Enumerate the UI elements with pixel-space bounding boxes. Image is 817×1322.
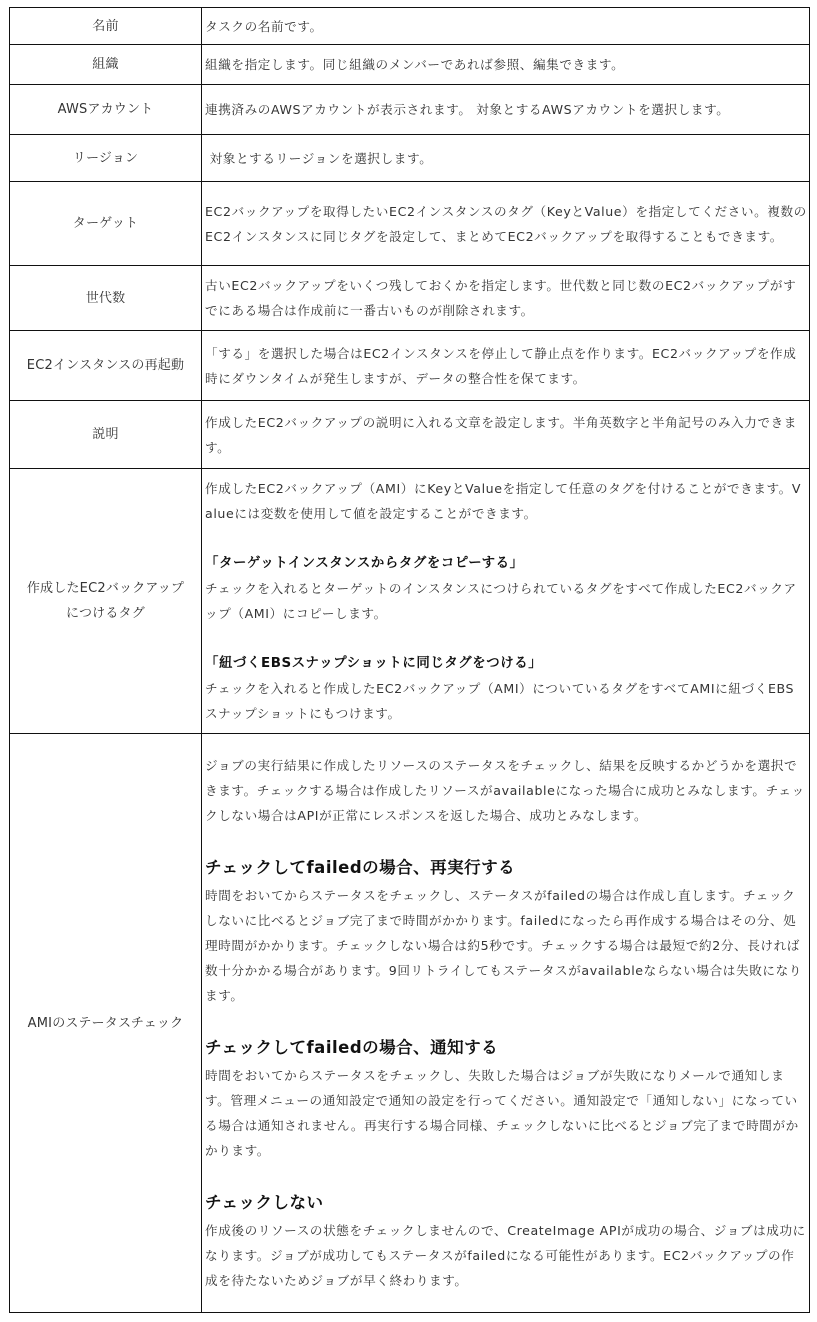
option-title-no-check: チェックしない xyxy=(205,1193,324,1212)
table-row xyxy=(10,469,810,734)
option-text-tag-ebs-snapshots: チェックを入れると作成したEC2バックアップ（AMI）についているタグをすべてAMIに紐づくEBSスナップショットにもつけます。 xyxy=(205,681,795,721)
table-row xyxy=(10,266,810,331)
option-title-copy-instance-tags: 「ターゲットインスタンスからタグをコピーする」 xyxy=(205,556,524,571)
row-label-generations: 世代数 xyxy=(10,266,202,331)
row-label-aws-account: AWSアカウント xyxy=(10,85,202,135)
option-text-notify-on-failed: 時間をおいてからステータスをチェックし、失敗した場合はジョブが失敗になりメールで通知します。管理メニューの通知設定で通知の設定を行ってください。通知設定で「通知しない」になっている場合は通知されません。再実行する場合同様、チェックしないに比べるとジョブ完了まで時間がかかります。 xyxy=(205,1068,799,1158)
row-label-target: ターゲット xyxy=(10,182,202,266)
row-label-name: 名前 xyxy=(10,8,202,45)
row-desc-generations: 古いEC2バックアップをいくつ残しておくかを指定します。世代数と同じ数のEC2バックアップがすでにある場合は作成前に一番古いものが削除されます。 xyxy=(202,266,810,331)
option-title-notify-on-failed: チェックしてfailedの場合、通知する xyxy=(205,1038,499,1057)
row-label-ami-status-check: AMIのステータスチェック xyxy=(10,734,202,1313)
table-row xyxy=(10,331,810,401)
table-row xyxy=(10,45,810,85)
table-row xyxy=(10,734,810,1313)
label-line-2: につけるタグ xyxy=(66,606,145,621)
option-title-tag-ebs-snapshots: 「紐づくEBSスナップショットに同じタグをつける」 xyxy=(205,656,543,671)
row-label-description: 説明 xyxy=(10,401,202,469)
option-text-copy-instance-tags: チェックを入れるとターゲットのインスタンスにつけられているタグをすべて作成したEC2バックアップ（AMI）にコピーします。 xyxy=(205,581,797,621)
row-desc-ami-status-check xyxy=(202,734,810,1313)
table-row xyxy=(10,135,810,182)
settings-spec-table xyxy=(9,7,810,1313)
row-desc-backup-tags xyxy=(202,469,810,734)
label-line-1: 作成したEC2バックアップ xyxy=(26,581,185,596)
status-check-intro: ジョブの実行結果に作成したリソースのステータスをチェックし、結果を反映するかどうかを選択できます。チェックする場合は作成したリソースがavailableになった場合に成功とみなします。チェックしない場合はAPIが正常にレスポンスを返した場合、成功とみなします。 xyxy=(205,758,805,823)
table-row xyxy=(10,401,810,469)
table-row xyxy=(10,8,810,45)
row-desc-name: タスクの名前です。 xyxy=(202,8,810,45)
option-text-no-check: 作成後のリソースの状態をチェックしませんので、CreateImage APIが成功の場合、ジョブは成功になります。ジョブが成功してもステータスがfailedになる可能性があります。EC2バックアップの作成を待たないためジョブが早く終わります。 xyxy=(205,1223,806,1288)
table-row xyxy=(10,85,810,135)
row-desc-instance-reboot: 「する」を選択した場合はEC2インスタンスを停止して静止点を作ります。EC2バックアップを作成時にダウンタイムが発生しますが、データの整合性を保てます。 xyxy=(202,331,810,401)
backup-tags-intro: 作成したEC2バックアップ（AMI）にKeyとValueを指定して任意のタグを付けることができます。Valueには変数を使用して値を設定することができます。 xyxy=(205,481,802,521)
option-text-retry-on-failed: 時間をおいてからステータスをチェックし、ステータスがfailedの場合は作成し直します。チェックしないに比べるとジョブ完了まで時間がかかります。failedになったら再作成する場合はその分、処理時間がかかります。チェックしない場合は約5秒です。チェックする場合は最短で約2分、長ければ数十分かかる場合があります。9回リトライしてもステータスがavailableならない場合は失敗になります。 xyxy=(205,888,802,1003)
row-desc-description: 作成したEC2バックアップの説明に入れる文章を設定します。半角英数字と半角記号のみ入力できます。 xyxy=(202,401,810,469)
row-desc-aws-account: 連携済みのAWSアカウントが表示されます。 対象とするAWSアカウントを選択します。 xyxy=(202,85,810,135)
row-label-instance-reboot: EC2インスタンスの再起動 xyxy=(10,331,202,401)
row-label-region: リージョン xyxy=(10,135,202,182)
row-desc-region: 対象とするリージョンを選択します。 xyxy=(202,135,810,182)
row-label-backup-tags xyxy=(10,469,202,734)
row-desc-target: EC2バックアップを取得したいEC2インスタンスのタグ（KeyとValue）を指定してください。複数のEC2インスタンスに同じタグを設定して、まとめてEC2バックアップを取得することもできます。 xyxy=(202,182,810,266)
row-desc-organization: 組織を指定します。同じ組織のメンバーであれば参照、編集できます。 xyxy=(202,45,810,85)
option-title-retry-on-failed: チェックしてfailedの場合、再実行する xyxy=(205,858,516,877)
row-label-organization: 組織 xyxy=(10,45,202,85)
table-row xyxy=(10,182,810,266)
